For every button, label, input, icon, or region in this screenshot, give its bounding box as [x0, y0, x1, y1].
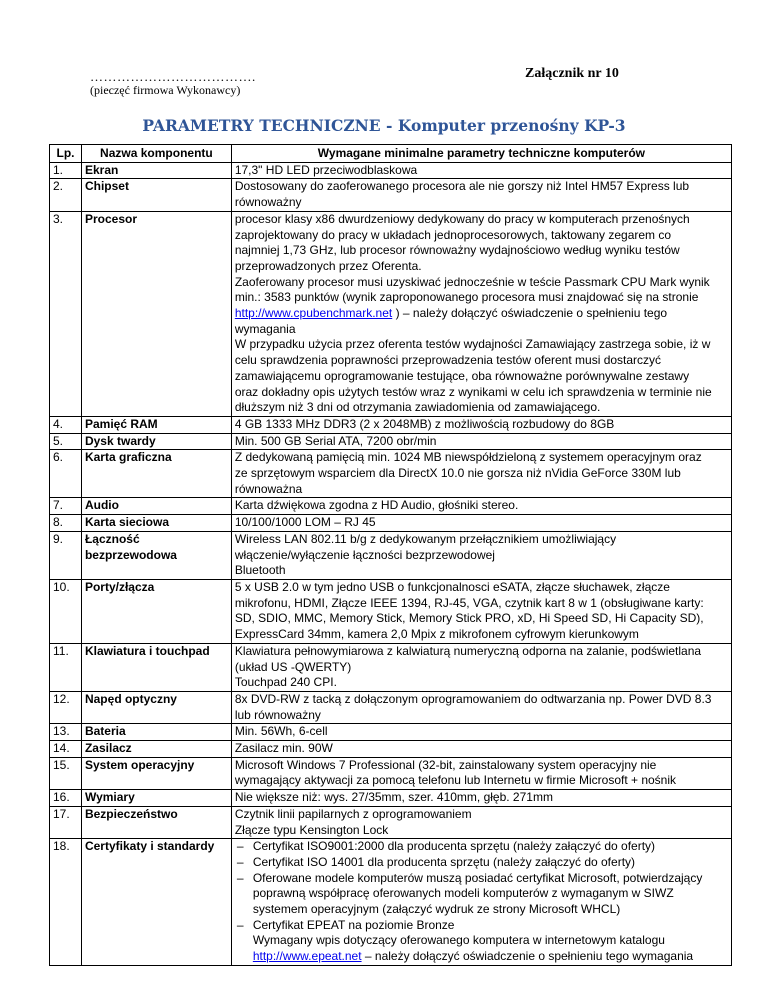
requirement-line: – Oferowane modele komputerów muszą posiadać certyfikat Microsoft, potwierdzający: [252, 870, 703, 885]
stamp-dots: ……………………………….: [90, 69, 256, 84]
table-row: [50, 579, 732, 643]
requirement-line: wymagania: [234, 321, 296, 336]
table-row: [50, 691, 732, 723]
component-name: Chipset: [81, 179, 231, 211]
requirement-line: ExpressCard 34mm, kamera 2,0 Mpix z mikrofonem cyfrowym kierunkowym: [234, 627, 639, 642]
row-number: 17.: [50, 806, 82, 838]
requirement-line: – Certyfikat ISO 14001 dla producenta sprzętu (należy załączyć do oferty): [252, 854, 636, 869]
requirement-line: włączenie/wyłączenie łączności bezprzewodowej: [234, 547, 495, 562]
component-name: Łączność bezprzewodowa: [81, 531, 231, 579]
row-number: 9.: [50, 531, 82, 579]
requirements-cell: [231, 741, 731, 758]
component-name: Audio: [81, 498, 231, 515]
requirements-cell: [231, 757, 731, 789]
row-number: 16.: [50, 790, 82, 807]
table-row: [50, 162, 732, 179]
requirement-text: – należy dołączyć oświadczenie o spełnieniu tego wymagania: [361, 949, 694, 964]
component-name: Ekran: [81, 162, 231, 179]
requirement-line: mikrofonu, HDMI, Złącze IEEE 1394, RJ-45, VGA, czytnik kart 8 w 1 (obsługiwane karty:: [234, 595, 704, 610]
requirement-line: wymagający aktywacji za pomocą telefonu lub Internetu w firmie Microsoft + nośnik: [234, 773, 677, 788]
component-name: Pamięć RAM: [81, 416, 231, 433]
table-row: [50, 531, 732, 579]
requirements-cell: [231, 211, 731, 416]
requirements-cell: [231, 498, 731, 515]
requirements-cell: [231, 724, 731, 741]
table-header-row: [50, 145, 732, 163]
requirement-line: ze sprzętowym wsparciem dla DirectX 10.0 nie gorsza niż nVidia GeForce 330M lub: [234, 466, 681, 481]
component-name: Karta graficzna: [81, 450, 231, 498]
requirement-line: Klawiatura pełnowymiarowa z kalwiaturą numeryczną odporna na zalanie, podświetlana: [234, 643, 702, 658]
component-name: Certyfikaty i standardy: [81, 839, 231, 966]
requirement-line: Wireless LAN 802.11 b/g z dedykowanym przełącznikiem umożliwiający: [234, 531, 617, 546]
component-name: Bezpieczeństwo: [81, 806, 231, 838]
requirements-cell: [231, 806, 731, 838]
requirement-line: Bluetooth: [234, 563, 286, 578]
requirement-line: Zasilacz min. 90W: [234, 741, 333, 756]
row-number: 3.: [50, 211, 82, 416]
table-row: [50, 806, 732, 838]
requirement-line: Min. 500 GB Serial ATA, 7200 obr/min: [234, 433, 437, 448]
epeat-link[interactable]: http://www.epeat.net: [252, 949, 362, 964]
row-number: 11.: [50, 643, 82, 691]
requirement-text: ) – należy dołączyć oświadczenie o spełnieniu tego: [392, 306, 668, 321]
table-row: [50, 211, 732, 416]
table-row: [50, 179, 732, 211]
requirement-line: lub równoważny: [234, 707, 321, 722]
header-requirements: Wymagane minimalne parametry techniczne komputerów: [231, 145, 731, 163]
table-row: [50, 433, 732, 450]
certificate-list: [235, 839, 728, 965]
table-row: [50, 643, 732, 691]
requirement-line: Złącze typu Kensington Lock: [234, 822, 389, 837]
requirement-line: Z dedykowaną pamięcią min. 1024 MB niewspółdzieloną z systemem operacyjnym oraz: [234, 450, 702, 465]
table-row: [50, 741, 732, 758]
requirements-cell: [231, 839, 731, 966]
table-row: [50, 790, 732, 807]
table-row: [50, 416, 732, 433]
requirement-line: Karta dźwiękowa zgodna z HD Audio, głośniki stereo.: [234, 498, 519, 513]
requirement-line: Microsoft Windows 7 Professional (32-bit, zainstalowany system operacyjny nie: [234, 757, 657, 772]
page-title: PARAMETRY TECHNICZNE - Komputer przenośny KP-3: [142, 116, 626, 135]
component-name: Bateria: [81, 724, 231, 741]
row-number: 1.: [50, 162, 82, 179]
row-number: 18.: [50, 839, 82, 966]
requirements-cell: [231, 515, 731, 532]
stamp-caption: (pieczęć firmowa Wykonawcy): [90, 83, 241, 97]
row-number: 2.: [50, 179, 82, 211]
row-number: 7.: [50, 498, 82, 515]
requirement-line: 5 x USB 2.0 w tym jedno USB o funkcjonalnosci eSATA, złącze słuchawek, złącze: [234, 579, 670, 594]
requirements-cell: [231, 790, 731, 807]
row-number: 13.: [50, 724, 82, 741]
requirement-line: dłuższym niż 3 dni od otrzymania zawiadomienia od zamawiającego.: [234, 400, 601, 415]
requirements-cell: [231, 691, 731, 723]
requirement-line: SD, SDIO, MMC, Memory Stick, Memory Stick PRO, xD, Hi Speed SD, Hi Capacity SD),: [234, 611, 704, 626]
requirements-cell: [231, 162, 731, 179]
requirement-line: równoważny: [234, 195, 302, 210]
table-row: [50, 498, 732, 515]
annex-label: Załącznik nr 10: [525, 66, 619, 81]
requirements-cell: [231, 531, 731, 579]
row-number: 10.: [50, 579, 82, 643]
table-row: [50, 839, 732, 966]
requirement-line: (układ US -QWERTY): [234, 659, 352, 674]
component-name: Klawiatura i touchpad: [81, 643, 231, 691]
table-row: [50, 515, 732, 532]
requirement-line: Nie większe niż: wys. 27/35mm, szer. 410mm, głęb. 271mm: [234, 790, 553, 805]
requirement-line: przeprowadzonych przez Oferenta.: [234, 258, 422, 273]
requirements-cell: [231, 179, 731, 211]
row-number: 8.: [50, 515, 82, 532]
spec-table: [49, 144, 732, 966]
header-lp: Lp.: [50, 145, 82, 163]
component-name: Wymiary: [81, 790, 231, 807]
component-name: System operacyjny: [81, 757, 231, 789]
requirement-line: 8x DVD-RW z tacką z dołączonym oprogramowaniem do odtwarzania np. Power DVD 8.3: [234, 691, 712, 706]
requirement-line: – Certyfikat ISO9001:2000 dla producenta sprzętu (należy załączyć do oferty): [252, 839, 656, 854]
requirement-line: 10/100/1000 LOM – RJ 45: [234, 515, 376, 530]
component-name: Zasilacz: [81, 741, 231, 758]
component-name: Karta sieciowa: [81, 515, 231, 532]
requirement-line: – Certyfikat EPEAT na poziomie Bronze: [252, 917, 455, 932]
requirement-line: 4 GB 1333 MHz DDR3 (2 x 2048MB) z możliwością rozbudowy do 8GB: [234, 416, 615, 431]
row-number: 15.: [50, 757, 82, 789]
requirement-line: równoważna: [234, 481, 303, 496]
requirement-line: poprawną współpracę oferowanych modeli komputerów z wymaganym w SIWZ: [252, 886, 674, 901]
requirement-line: Czytnik linii papilarnych z oprogramowaniem: [234, 806, 472, 821]
list-item: [235, 871, 728, 918]
component-name: Napęd optyczny: [81, 691, 231, 723]
table-row: [50, 450, 732, 498]
requirement-line: [235, 306, 728, 322]
list-item: [235, 918, 728, 965]
cpubenchmark-link[interactable]: http://www.cpubenchmark.net: [234, 306, 393, 321]
requirement-line: oraz dokładny opis użytych testów wraz z wynikami w celu ich sprawdzenia w terminie nie: [234, 384, 712, 399]
requirements-cell: [231, 416, 731, 433]
row-number: 12.: [50, 691, 82, 723]
table-row: [50, 724, 732, 741]
row-number: 4.: [50, 416, 82, 433]
requirement-line: [253, 949, 728, 965]
requirement-line: Zaoferowany procesor musi uzyskiwać jednocześnie w teście Passmark CPU Mark wynik: [234, 274, 710, 289]
requirement-line: Touchpad 240 CPI.: [234, 675, 337, 690]
requirements-cell: [231, 450, 731, 498]
list-item: [235, 855, 728, 871]
component-name: Procesor: [81, 211, 231, 416]
requirement-line: celu sprawdzenia poprawności przeprowadzenia testów oferent musi dostarczyć: [234, 353, 662, 368]
requirement-line: Dostosowany do zaoferowanego procesora ale nie gorszy niż Intel HM57 Express lub: [234, 179, 690, 194]
requirement-line: systemem operacyjnym (załączyć wydruk ze strony Microsoft WHCL): [252, 902, 621, 917]
requirement-line: najmniej 1,73 GHz, lub procesor równoważny wydajnościowo według wyniku testów: [234, 243, 680, 258]
requirement-line: min.: 3583 punktów (wynik zaproponowanego procesora musi znajdować się na stronie: [234, 290, 699, 305]
table-row: [50, 757, 732, 789]
requirement-line: 17,3" HD LED przeciwodblaskowa: [234, 162, 418, 177]
component-name: Dysk twardy: [81, 433, 231, 450]
requirement-line: zaprojektowany do pracy w układach jednoprocesorowych, taktowany zegarem co: [234, 227, 672, 242]
requirement-line: zamawiającemu oprogramowanie testujące, oba równoważne porównywalne zestawy: [234, 368, 690, 383]
header-component: Nazwa komponentu: [81, 145, 231, 163]
requirements-cell: [231, 433, 731, 450]
row-number: 5.: [50, 433, 82, 450]
requirement-line: W przypadku użycia przez oferenta testów wydajności Zamawiający zastrzega sobie, iż w: [234, 337, 711, 352]
requirements-cell: [231, 643, 731, 691]
row-number: 14.: [50, 741, 82, 758]
requirement-line: Wymagany wpis dotyczący oferowanego komputera w internetowym katalogu: [252, 933, 665, 948]
table-body: [50, 162, 732, 965]
list-item: [235, 839, 728, 855]
row-number: 6.: [50, 450, 82, 498]
requirements-cell: [231, 579, 731, 643]
requirement-line: Min. 56Wh, 6-cell: [234, 724, 328, 739]
component-name: Porty/złącza: [81, 579, 231, 643]
requirement-line: procesor klasy x86 dwurdzeniowy dedykowany do pracy w komputerach przenośnych: [234, 211, 690, 226]
